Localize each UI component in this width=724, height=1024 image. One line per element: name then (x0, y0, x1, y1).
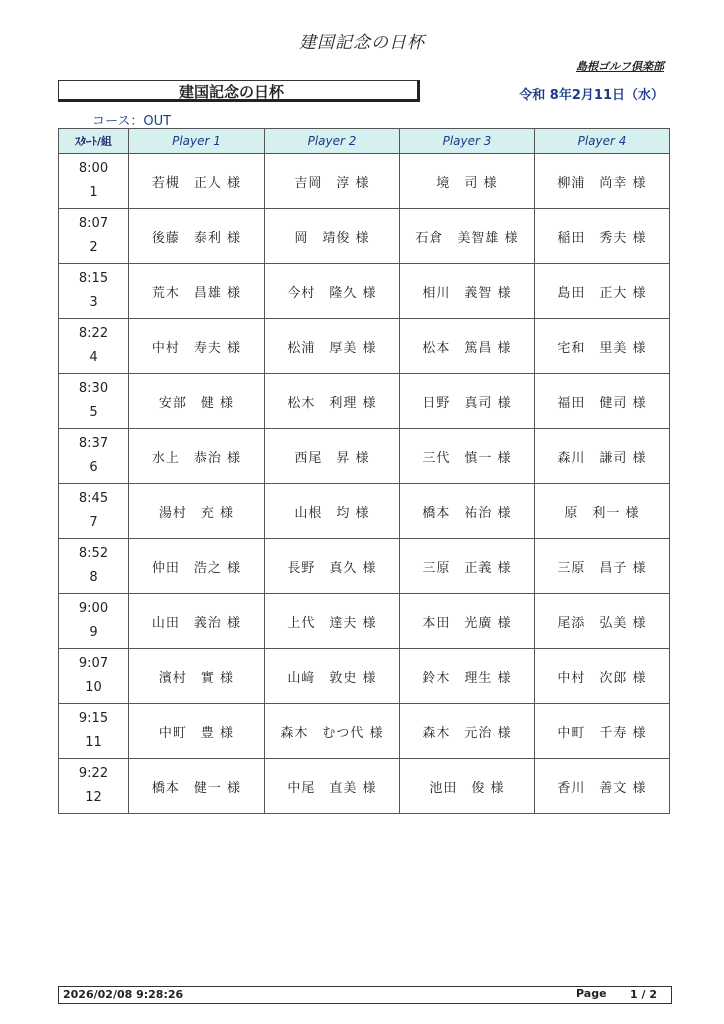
start-group-cell (59, 484, 129, 539)
player-1-cell: 後藤 泰利 様 (129, 209, 265, 264)
group-number: 12 (85, 790, 102, 805)
table-row (59, 649, 670, 704)
start-group-cell (59, 429, 129, 484)
start-group-cell (59, 154, 129, 209)
player-2-cell: 森木 むつ代 様 (265, 704, 400, 759)
player-1-cell: 山田 義治 様 (129, 594, 265, 649)
group-number: 5 (89, 405, 98, 420)
player-4-cell: 稲田 秀夫 様 (535, 209, 670, 264)
player-3-cell: 鈴木 理生 様 (400, 649, 535, 704)
player-1-cell: 仲田 浩之 様 (129, 539, 265, 594)
group-number: 6 (89, 460, 98, 475)
player-1-cell: 橋本 健一 様 (129, 759, 265, 814)
player-3-cell: 本田 光廣 様 (400, 594, 535, 649)
group-number: 2 (89, 240, 98, 255)
start-group-cell (59, 374, 129, 429)
player-2-cell: 松木 利理 様 (265, 374, 400, 429)
player-2-cell: 山﨑 敦史 様 (265, 649, 400, 704)
player-2-cell: 吉岡 淳 様 (265, 154, 400, 209)
column-header-player-3: Player 3 (400, 129, 535, 154)
start-time: 8:22 (78, 326, 109, 341)
player-4-cell: 原 利一 様 (535, 484, 670, 539)
start-time: 8:00 (78, 161, 109, 176)
table-row (59, 539, 670, 594)
player-3-cell: 三原 正義 様 (400, 539, 535, 594)
group-number: 10 (85, 680, 102, 695)
page-number: 1 / 2 (630, 988, 657, 1001)
document-title: 建国記念の日杯 (299, 33, 425, 53)
player-3-cell: 池田 俊 様 (400, 759, 535, 814)
player-3-cell: 橋本 祐治 様 (400, 484, 535, 539)
table-header-row (59, 129, 670, 154)
column-header-start-group: ｽﾀｰﾄ/組 (59, 129, 129, 154)
player-1-cell: 中村 寿夫 様 (129, 319, 265, 374)
player-4-cell: 中村 次郎 様 (535, 649, 670, 704)
player-3-cell: 境 司 様 (400, 154, 535, 209)
table-row (59, 154, 670, 209)
table-row (59, 594, 670, 649)
player-2-cell: 今村 隆久 様 (265, 264, 400, 319)
player-1-cell: 若槻 正人 様 (129, 154, 265, 209)
group-number: 4 (89, 350, 98, 365)
group-number: 1 (89, 185, 98, 200)
player-4-cell: 三原 昌子 様 (535, 539, 670, 594)
player-2-cell: 長野 真久 様 (265, 539, 400, 594)
start-group-cell (59, 209, 129, 264)
course-label: コース：OUT (92, 114, 172, 129)
player-2-cell: 西尾 昇 様 (265, 429, 400, 484)
player-2-cell: 中尾 直美 様 (265, 759, 400, 814)
start-group-cell (59, 649, 129, 704)
start-time: 9:15 (78, 711, 109, 726)
player-2-cell: 山根 均 様 (265, 484, 400, 539)
player-2-cell: 岡 靖俊 様 (265, 209, 400, 264)
column-header-player-4: Player 4 (535, 129, 670, 154)
club-name: 島根ゴルフ倶楽部 (576, 60, 664, 73)
group-number: 7 (89, 515, 98, 530)
player-4-cell: 島田 正大 様 (535, 264, 670, 319)
print-footer (58, 986, 672, 1004)
player-1-cell: 中町 豊 様 (129, 704, 265, 759)
event-title: 建国記念の日杯 (179, 83, 285, 101)
start-group-cell (59, 594, 129, 649)
group-number: 9 (89, 625, 98, 640)
start-time: 8:37 (78, 436, 109, 451)
player-1-cell: 濱村 實 様 (129, 649, 265, 704)
start-time: 8:45 (78, 491, 109, 506)
player-2-cell: 松浦 厚美 様 (265, 319, 400, 374)
start-group-cell (59, 264, 129, 319)
player-3-cell: 松本 篤昌 様 (400, 319, 535, 374)
table-row (59, 704, 670, 759)
print-timestamp: 2026/02/08 9:28:26 (63, 988, 184, 1001)
player-3-cell: 森木 元治 様 (400, 704, 535, 759)
column-header-player-2: Player 2 (265, 129, 400, 154)
table-row (59, 319, 670, 374)
event-date: 令和 8年2月11日（水） (519, 88, 664, 103)
start-group-cell (59, 539, 129, 594)
start-schedule-table (58, 128, 670, 814)
table-row (59, 759, 670, 814)
player-1-cell: 湯村 充 様 (129, 484, 265, 539)
player-3-cell: 石倉 美智雄 様 (400, 209, 535, 264)
page-label: Page (576, 987, 607, 1000)
table-row (59, 264, 670, 319)
start-group-cell (59, 319, 129, 374)
group-number: 11 (85, 735, 102, 750)
player-3-cell: 三代 慎一 様 (400, 429, 535, 484)
event-title-box (58, 80, 420, 102)
start-time: 8:52 (78, 546, 109, 561)
player-4-cell: 森川 謙司 様 (535, 429, 670, 484)
player-1-cell: 水上 恭治 様 (129, 429, 265, 484)
player-4-cell: 尾添 弘美 様 (535, 594, 670, 649)
table-row (59, 209, 670, 264)
start-time: 8:30 (78, 381, 109, 396)
column-header-player-1: Player 1 (129, 129, 265, 154)
player-3-cell: 日野 真司 様 (400, 374, 535, 429)
start-time: 9:07 (78, 656, 109, 671)
table-row (59, 429, 670, 484)
group-number: 3 (89, 295, 98, 310)
table-row (59, 374, 670, 429)
start-time: 8:15 (78, 271, 109, 286)
player-4-cell: 宅和 里美 様 (535, 319, 670, 374)
start-time: 9:22 (78, 766, 109, 781)
player-1-cell: 荒木 昌雄 様 (129, 264, 265, 319)
player-4-cell: 福田 健司 様 (535, 374, 670, 429)
player-3-cell: 相川 義智 様 (400, 264, 535, 319)
table-row (59, 484, 670, 539)
group-number: 8 (89, 570, 98, 585)
player-4-cell: 柳浦 尚幸 様 (535, 154, 670, 209)
start-group-cell (59, 759, 129, 814)
start-group-cell (59, 704, 129, 759)
start-time: 8:07 (78, 216, 109, 231)
player-1-cell: 安部 健 様 (129, 374, 265, 429)
player-4-cell: 中町 千寿 様 (535, 704, 670, 759)
player-4-cell: 香川 善文 様 (535, 759, 670, 814)
player-2-cell: 上代 達夫 様 (265, 594, 400, 649)
start-time: 9:00 (78, 601, 109, 616)
